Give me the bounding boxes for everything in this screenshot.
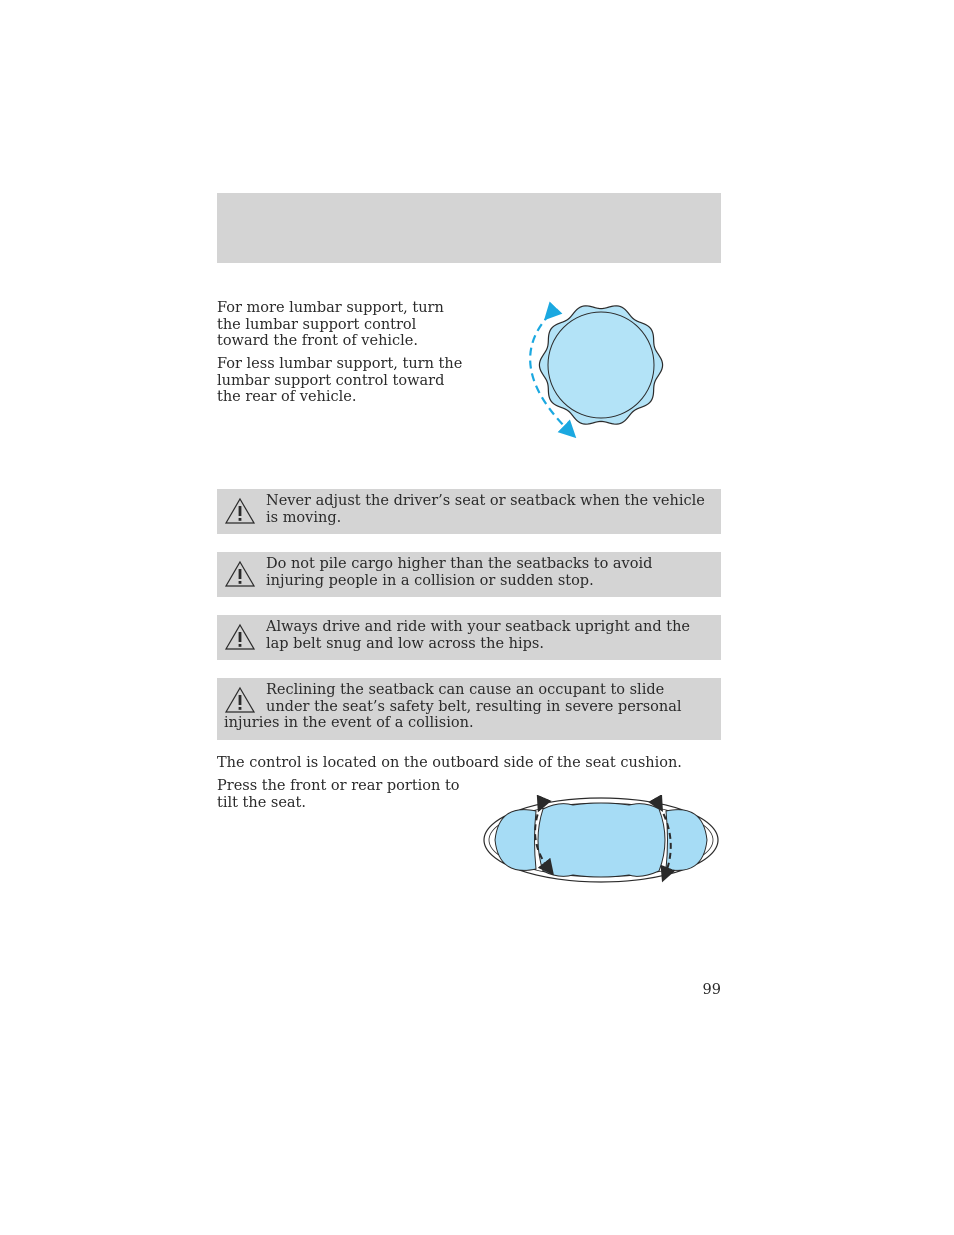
warning-triangle-icon bbox=[224, 686, 256, 714]
warning-box bbox=[217, 678, 721, 740]
warning-box bbox=[217, 552, 721, 597]
warning-triangle-icon bbox=[224, 623, 256, 651]
page-number: 99 bbox=[702, 982, 721, 998]
warning-text: Always drive and ride with your seatback upright and the lap belt snug and low across the hips. bbox=[266, 619, 690, 652]
warning-text: Never adjust the driver’s seat or seatback when the vehicle is moving. bbox=[266, 493, 705, 526]
seat-tilt-instruction-text: Press the front or rear portion to tilt the seat. bbox=[217, 778, 460, 811]
warning-text: Do not pile cargo higher than the seatbacks to avoid injuring people in a collision or sudden stop. bbox=[266, 556, 653, 589]
seat-control-location-text: The control is located on the outboard side of the seat cushion. bbox=[217, 755, 682, 771]
lumbar-knob-icon bbox=[512, 300, 672, 445]
warning-triangle-icon bbox=[224, 497, 256, 525]
warning-box bbox=[217, 615, 721, 660]
warning-triangle-icon bbox=[224, 560, 256, 588]
lumbar-less-text: For less lumbar support, turn the lumbar support control toward the rear of vehicle. bbox=[217, 356, 463, 405]
warning-box bbox=[217, 489, 721, 534]
header-band bbox=[217, 193, 721, 263]
seat-tilt-control-icon bbox=[481, 795, 721, 887]
lumbar-more-text: For more lumbar support, turn the lumbar support control toward the front of vehicle. bbox=[217, 300, 444, 349]
warning-text: Reclining the seatback can cause an occupant to slide under the seat’s safety belt, resulting in severe personal injuries in the event of a collision. bbox=[224, 682, 682, 731]
